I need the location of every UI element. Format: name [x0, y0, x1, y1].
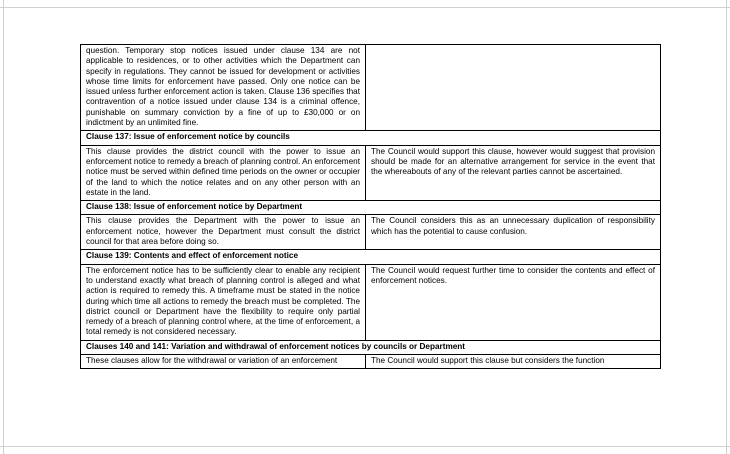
table-row [81, 215, 661, 250]
council-response-cell [366, 45, 661, 131]
table-row-header [81, 250, 661, 264]
table-row [81, 264, 661, 340]
table-row [81, 145, 661, 200]
table-row-header [81, 340, 661, 354]
council-response-cell: The Council would request further time to consider the contents and effect of enforcement notices. [366, 264, 661, 340]
council-response-cell: The Council considers this as an unnecessary duplication of responsibility which has the potential to cause confusion. [366, 215, 661, 250]
page-edge-left [3, 0, 4, 454]
clause-138-heading: Clause 138: Issue of enforcement notice by Department [81, 201, 661, 215]
council-response-cell: The Council would support this clause but considers the function [366, 355, 661, 369]
consultation-response-table [80, 44, 661, 369]
council-response-cell: The Council would support this clause, however would suggest that provision should be made for an alternative arrangement for service in the event that the whereabouts of any of the relevant parties cannot be ascertained. [366, 145, 661, 200]
table-row-header [81, 201, 661, 215]
clause-140-141-heading: Clauses 140 and 141: Variation and withdrawal of enforcement notices by councils or Department [81, 340, 661, 354]
page-edge-bottom [0, 446, 730, 447]
table-row [81, 45, 661, 131]
page-edge-top [0, 7, 730, 8]
clause-139-heading: Clause 139: Contents and effect of enforcement notice [81, 250, 661, 264]
table-row [81, 355, 661, 369]
clause-description-cell: This clause provides the district council with the power to issue an enforcement notice to remedy a breach of planning control. An enforcement notice must be served within defined time periods on the owner or occupier of the land to which the notice relates and on any other person with an estate in the land. [81, 145, 366, 200]
clause-description-cell: question. Temporary stop notices issued under clause 134 are not applicable to residences, or to other activities which the Department can specify in regulations. They cannot be issued for development or activities whose time limits for enforcement have passed. Only one notice can be issued unless further enforcement action is taken. Clause 136 specifies that contravention of a notice issued under clause 134 is a criminal offence, punishable on summary conviction by a fine of up to £30,000 or on indictment by an unlimited fine. [81, 45, 366, 131]
page-edge-right [726, 0, 727, 454]
clause-description-cell: This clause provides the Department with the power to issue an enforcement notice, however the Department must consult the district council for that area before doing so. [81, 215, 366, 250]
clause-description-cell: These clauses allow for the withdrawal or variation of an enforcement [81, 355, 366, 369]
clause-description-cell: The enforcement notice has to be sufficiently clear to enable any recipient to understand exactly what breach of planning control is alleged and what action is required to remedy this. A timeframe must be stated in the notice during which time all actions to remedy the breach must be completed. The district council or Department have the flexibility to require only partial remedy of a breach of planning control where, at the time of enforcement, a total remedy is not considered necessary. [81, 264, 366, 340]
clause-137-heading: Clause 137: Issue of enforcement notice by councils [81, 131, 661, 145]
table-row-header [81, 131, 661, 145]
